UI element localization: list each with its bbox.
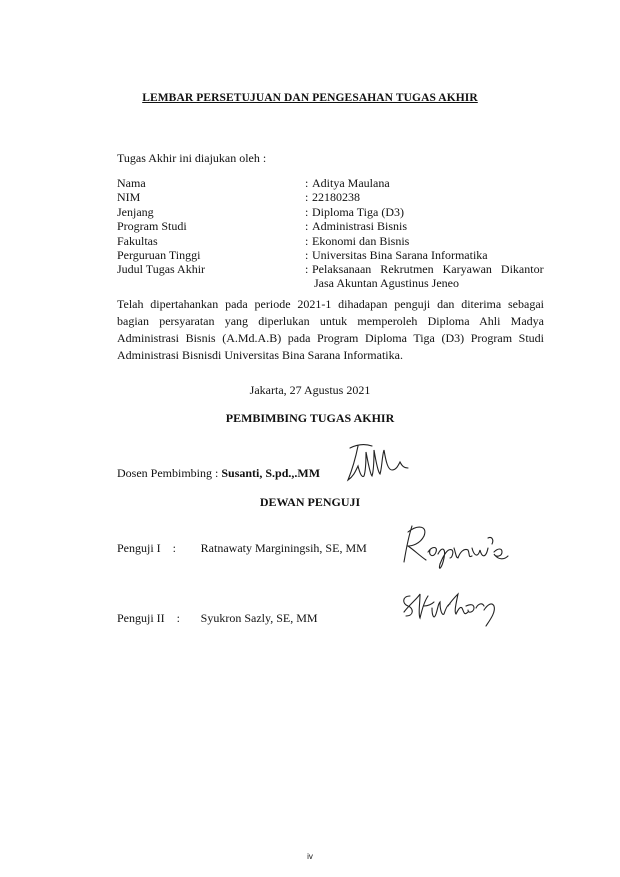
penguji-2-signature: [398, 586, 502, 632]
field-value-judul-line1: Pelaksanaan Rekrutmen Karyawan Dikantor: [312, 262, 544, 276]
field-colon: :: [305, 262, 309, 276]
field-colon: :: [305, 234, 309, 248]
field-colon: :: [305, 205, 309, 219]
field-value-nama: Aditya Maulana: [312, 176, 390, 190]
field-label-program-studi: Program Studi: [117, 219, 187, 233]
field-value-program-studi: Administrasi Bisnis: [312, 219, 408, 233]
pembimbing-signature: [344, 440, 414, 484]
penguji-1-label: Penguji I: [117, 541, 161, 555]
field-label-judul: Judul Tugas Akhir: [117, 262, 206, 276]
field-colon: :: [305, 219, 309, 233]
field-value-judul-line2: Jasa Akuntan Agustinus Jeneo: [314, 276, 459, 290]
penguji-1-signature: [398, 518, 514, 574]
page-number: iv: [307, 852, 313, 861]
penguji-1-colon: :: [172, 541, 177, 555]
field-colon: :: [305, 248, 309, 262]
penguji-1-name: Ratnawaty Marginingsih, SE, MM: [200, 541, 367, 555]
date-line: Jakarta, 27 Agustus 2021: [249, 383, 371, 397]
penguji-2-row: [117, 611, 318, 626]
field-label-nama: Nama: [117, 176, 146, 190]
penguji-2-colon: :: [176, 611, 181, 625]
field-label-nim: NIM: [117, 190, 141, 204]
field-label-perguruan-tinggi: Perguruan Tinggi: [117, 248, 201, 262]
field-label-fakultas: Fakultas: [117, 234, 158, 248]
field-colon: :: [305, 176, 309, 190]
field-value-jenjang: Diploma Tiga (D3): [312, 205, 405, 219]
penguji-2-name: Syukron Sazly, SE, MM: [200, 611, 318, 625]
penguji-1-row: [117, 541, 367, 556]
field-value-nim: 22180238: [312, 190, 360, 204]
field-colon: :: [305, 190, 309, 204]
paragraph-line: Administrasi Bisnis (A.Md.A.B) pada Program Diploma Tiga (D3) Program Studi: [117, 331, 544, 345]
field-label-jenjang: Jenjang: [117, 205, 154, 219]
paragraph-line: Administrasi Bisnisdi Universitas Bina Sarana Informatika.: [117, 348, 403, 362]
intro-text: Tugas Akhir ini diajukan oleh :: [117, 151, 267, 165]
document-title: LEMBAR PERSETUJUAN DAN PENGESAHAN TUGAS AKHIR: [142, 92, 478, 104]
approval-paragraph: [117, 296, 544, 364]
dosen-pembimbing-row: [117, 466, 320, 481]
paragraph-line: Telah dipertahankan pada periode 2021-1 dihadapan penguji dan diterima sebagai: [117, 297, 544, 311]
dosen-label: Dosen Pembimbing :: [117, 466, 222, 480]
pembimbing-heading: PEMBIMBING TUGAS AKHIR: [225, 411, 395, 425]
paragraph-line: bagian persyaratan yang diperlukan untuk memperoleh Diploma Ahli Madya: [117, 314, 544, 328]
dosen-name: Susanti, S.pd.,.MM: [221, 466, 321, 480]
field-value-fakultas: Ekonomi dan Bisnis: [312, 234, 410, 248]
field-value-perguruan-tinggi: Universitas Bina Sarana Informatika: [312, 248, 488, 262]
penguji-2-label: Penguji II: [117, 611, 165, 625]
dewan-penguji-heading: DEWAN PENGUJI: [259, 495, 361, 509]
